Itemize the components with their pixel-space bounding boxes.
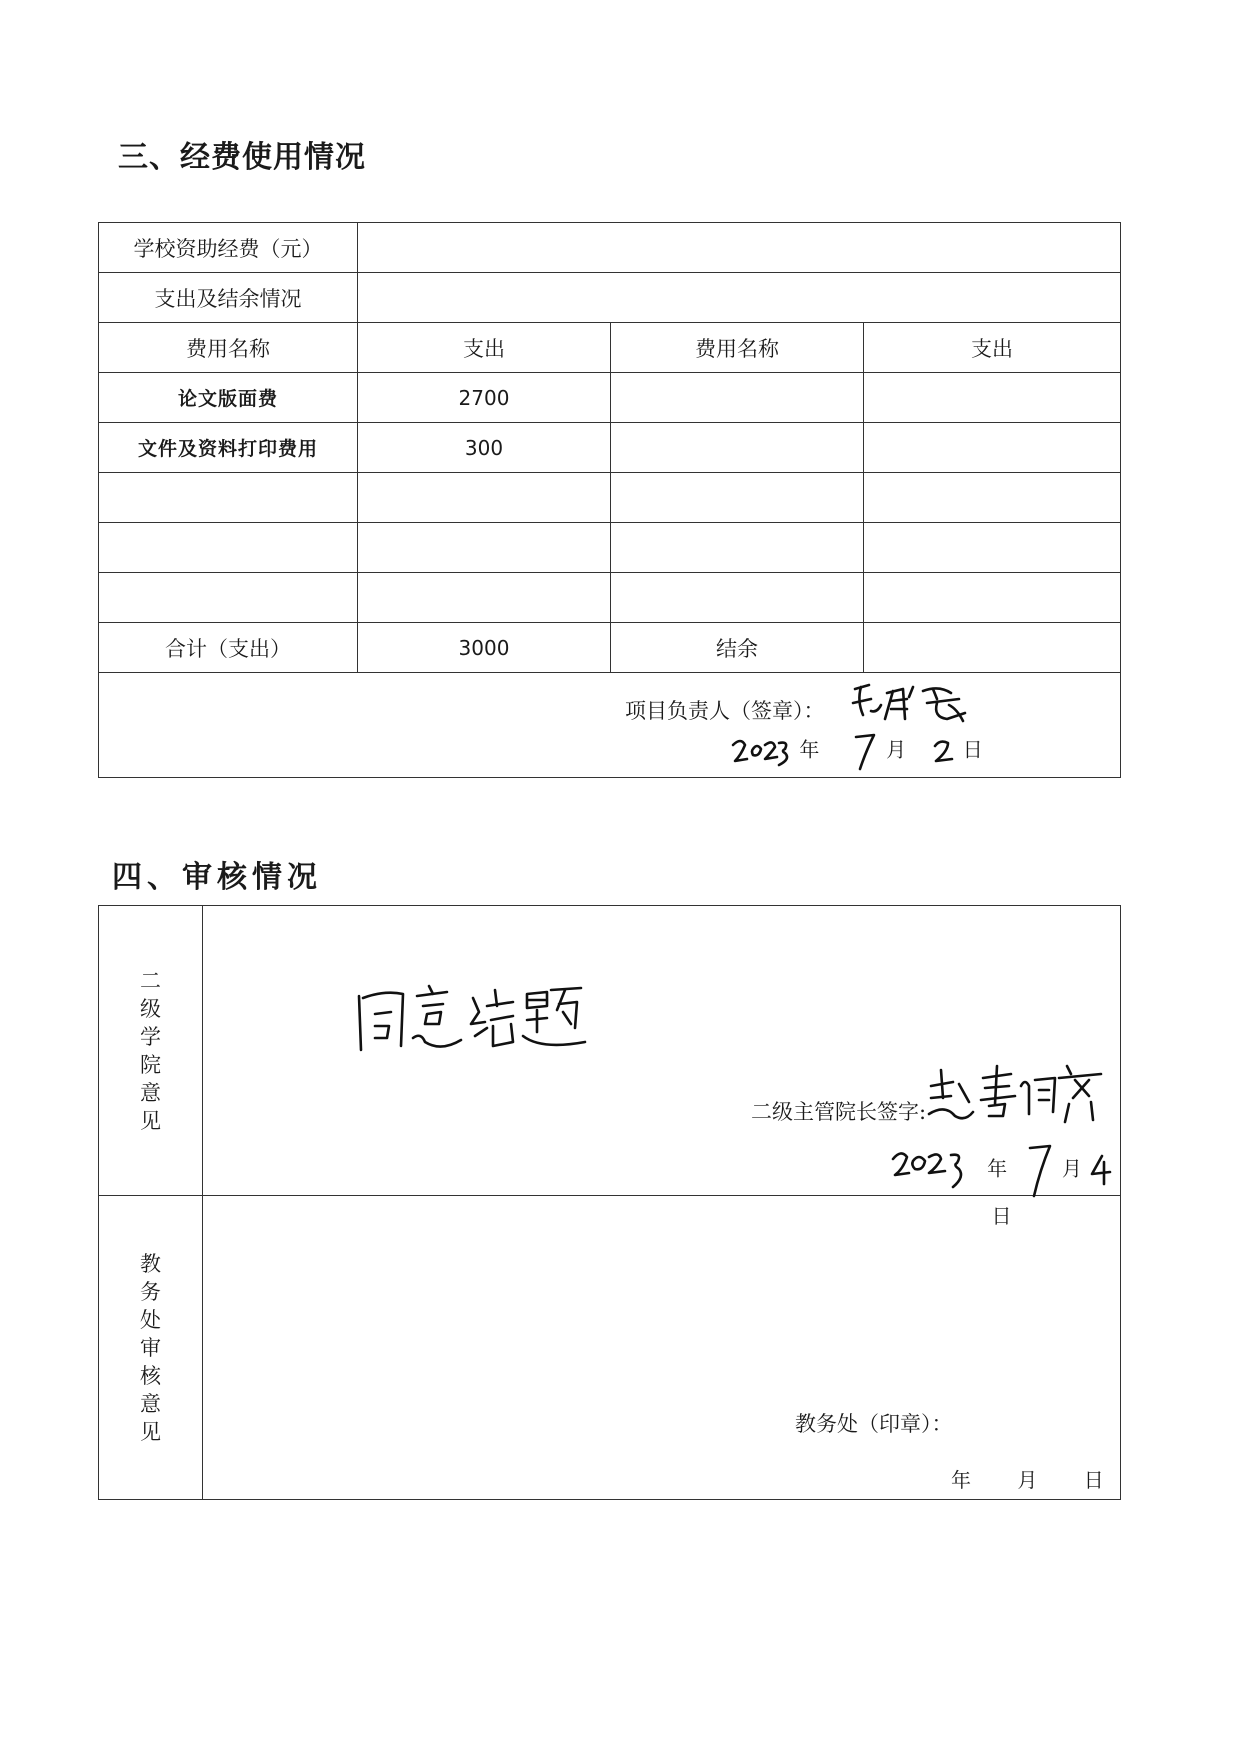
dean-signature — [925, 1056, 1125, 1126]
office-opinion-cell — [203, 1196, 1121, 1500]
expense-amount-2 — [864, 373, 1121, 423]
balance-status-value — [358, 273, 1121, 323]
expense-amount-2 — [864, 423, 1121, 473]
leader-day — [932, 737, 956, 765]
college-opinion-label: 二级学院意见 — [99, 906, 203, 1196]
office-opinion-label: 教务处审核意见 — [99, 1196, 203, 1500]
college-day — [1088, 1154, 1112, 1186]
review-table — [98, 905, 1121, 1500]
expense-name — [99, 473, 358, 523]
funding-value — [358, 223, 1121, 273]
dean-sign-label: 二级主管院长签字: — [751, 1100, 927, 1124]
college-opinion-cell — [203, 906, 1121, 1228]
total-label: 合计（支出） — [99, 623, 358, 673]
section-3-title: 三、经费使用情况 — [118, 140, 366, 175]
expense-amount — [358, 523, 611, 573]
expense-amount-2 — [864, 523, 1121, 573]
leader-day-unit: 日 — [962, 737, 983, 762]
office-opinion-row — [99, 1196, 1121, 1500]
leader-month — [852, 731, 880, 771]
college-opinion-handwriting — [351, 976, 591, 1062]
table-row — [99, 573, 1121, 623]
balance-status-label: 支出及结余情况 — [99, 273, 358, 323]
header-expense-name: 费用名称 — [99, 323, 358, 373]
balance-value — [864, 623, 1121, 673]
table-row — [99, 523, 1121, 573]
total-value: 3000 — [358, 623, 611, 673]
header-row — [99, 323, 1121, 373]
header-expense-amount: 支出 — [358, 323, 611, 373]
leader-signature — [847, 679, 997, 727]
expense-amount: 2700 — [358, 373, 611, 423]
college-month-unit: 月 — [1061, 1156, 1082, 1181]
leader-signature-cell — [99, 673, 1121, 778]
office-day-unit: 日 — [1083, 1468, 1104, 1492]
balance-status-row — [99, 273, 1121, 323]
expense-amount-2 — [864, 573, 1121, 623]
table-row — [99, 373, 1121, 423]
expense-name: 文件及资料打印费用 — [99, 423, 358, 473]
section-4-title: 四、审核情况 — [112, 860, 322, 895]
expense-name — [99, 573, 358, 623]
college-opinion-row — [99, 906, 1121, 1196]
leader-month-unit: 月 — [886, 737, 907, 762]
expense-name: 论文版面费 — [99, 373, 358, 423]
expense-name — [99, 523, 358, 573]
office-date — [951, 1464, 1104, 1493]
office-year-unit: 年 — [951, 1468, 971, 1492]
expense-amount — [358, 573, 611, 623]
expense-name-2 — [611, 423, 864, 473]
funding-row — [99, 223, 1121, 273]
header-expense-name-2: 费用名称 — [611, 323, 864, 373]
balance-label: 结余 — [611, 623, 864, 673]
expense-name-2 — [611, 473, 864, 523]
leader-sign-label: 项目负责人（签章）： — [625, 699, 825, 723]
table-row — [99, 473, 1121, 523]
college-month — [1026, 1140, 1056, 1200]
total-row — [99, 623, 1121, 673]
expense-amount: 300 — [358, 423, 611, 473]
expense-name-2 — [611, 523, 864, 573]
leader-year-unit: 年 — [799, 737, 820, 762]
expense-amount — [358, 473, 611, 523]
college-day-unit: 日 — [991, 1204, 1012, 1228]
office-month-unit: 月 — [1017, 1468, 1038, 1492]
expense-name-2 — [611, 573, 864, 623]
header-expense-amount-2: 支出 — [864, 323, 1121, 373]
leader-signature-row — [99, 673, 1121, 778]
expense-name-2 — [611, 373, 864, 423]
expense-table — [98, 222, 1121, 778]
college-year — [891, 1147, 981, 1193]
funding-label: 学校资助经费（元） — [99, 223, 358, 273]
expense-amount-2 — [864, 473, 1121, 523]
leader-date — [731, 731, 983, 771]
office-stamp-label: 教务处（印章）： — [795, 1412, 953, 1436]
college-year-unit: 年 — [987, 1156, 1008, 1181]
leader-year — [731, 735, 793, 767]
table-row — [99, 423, 1121, 473]
